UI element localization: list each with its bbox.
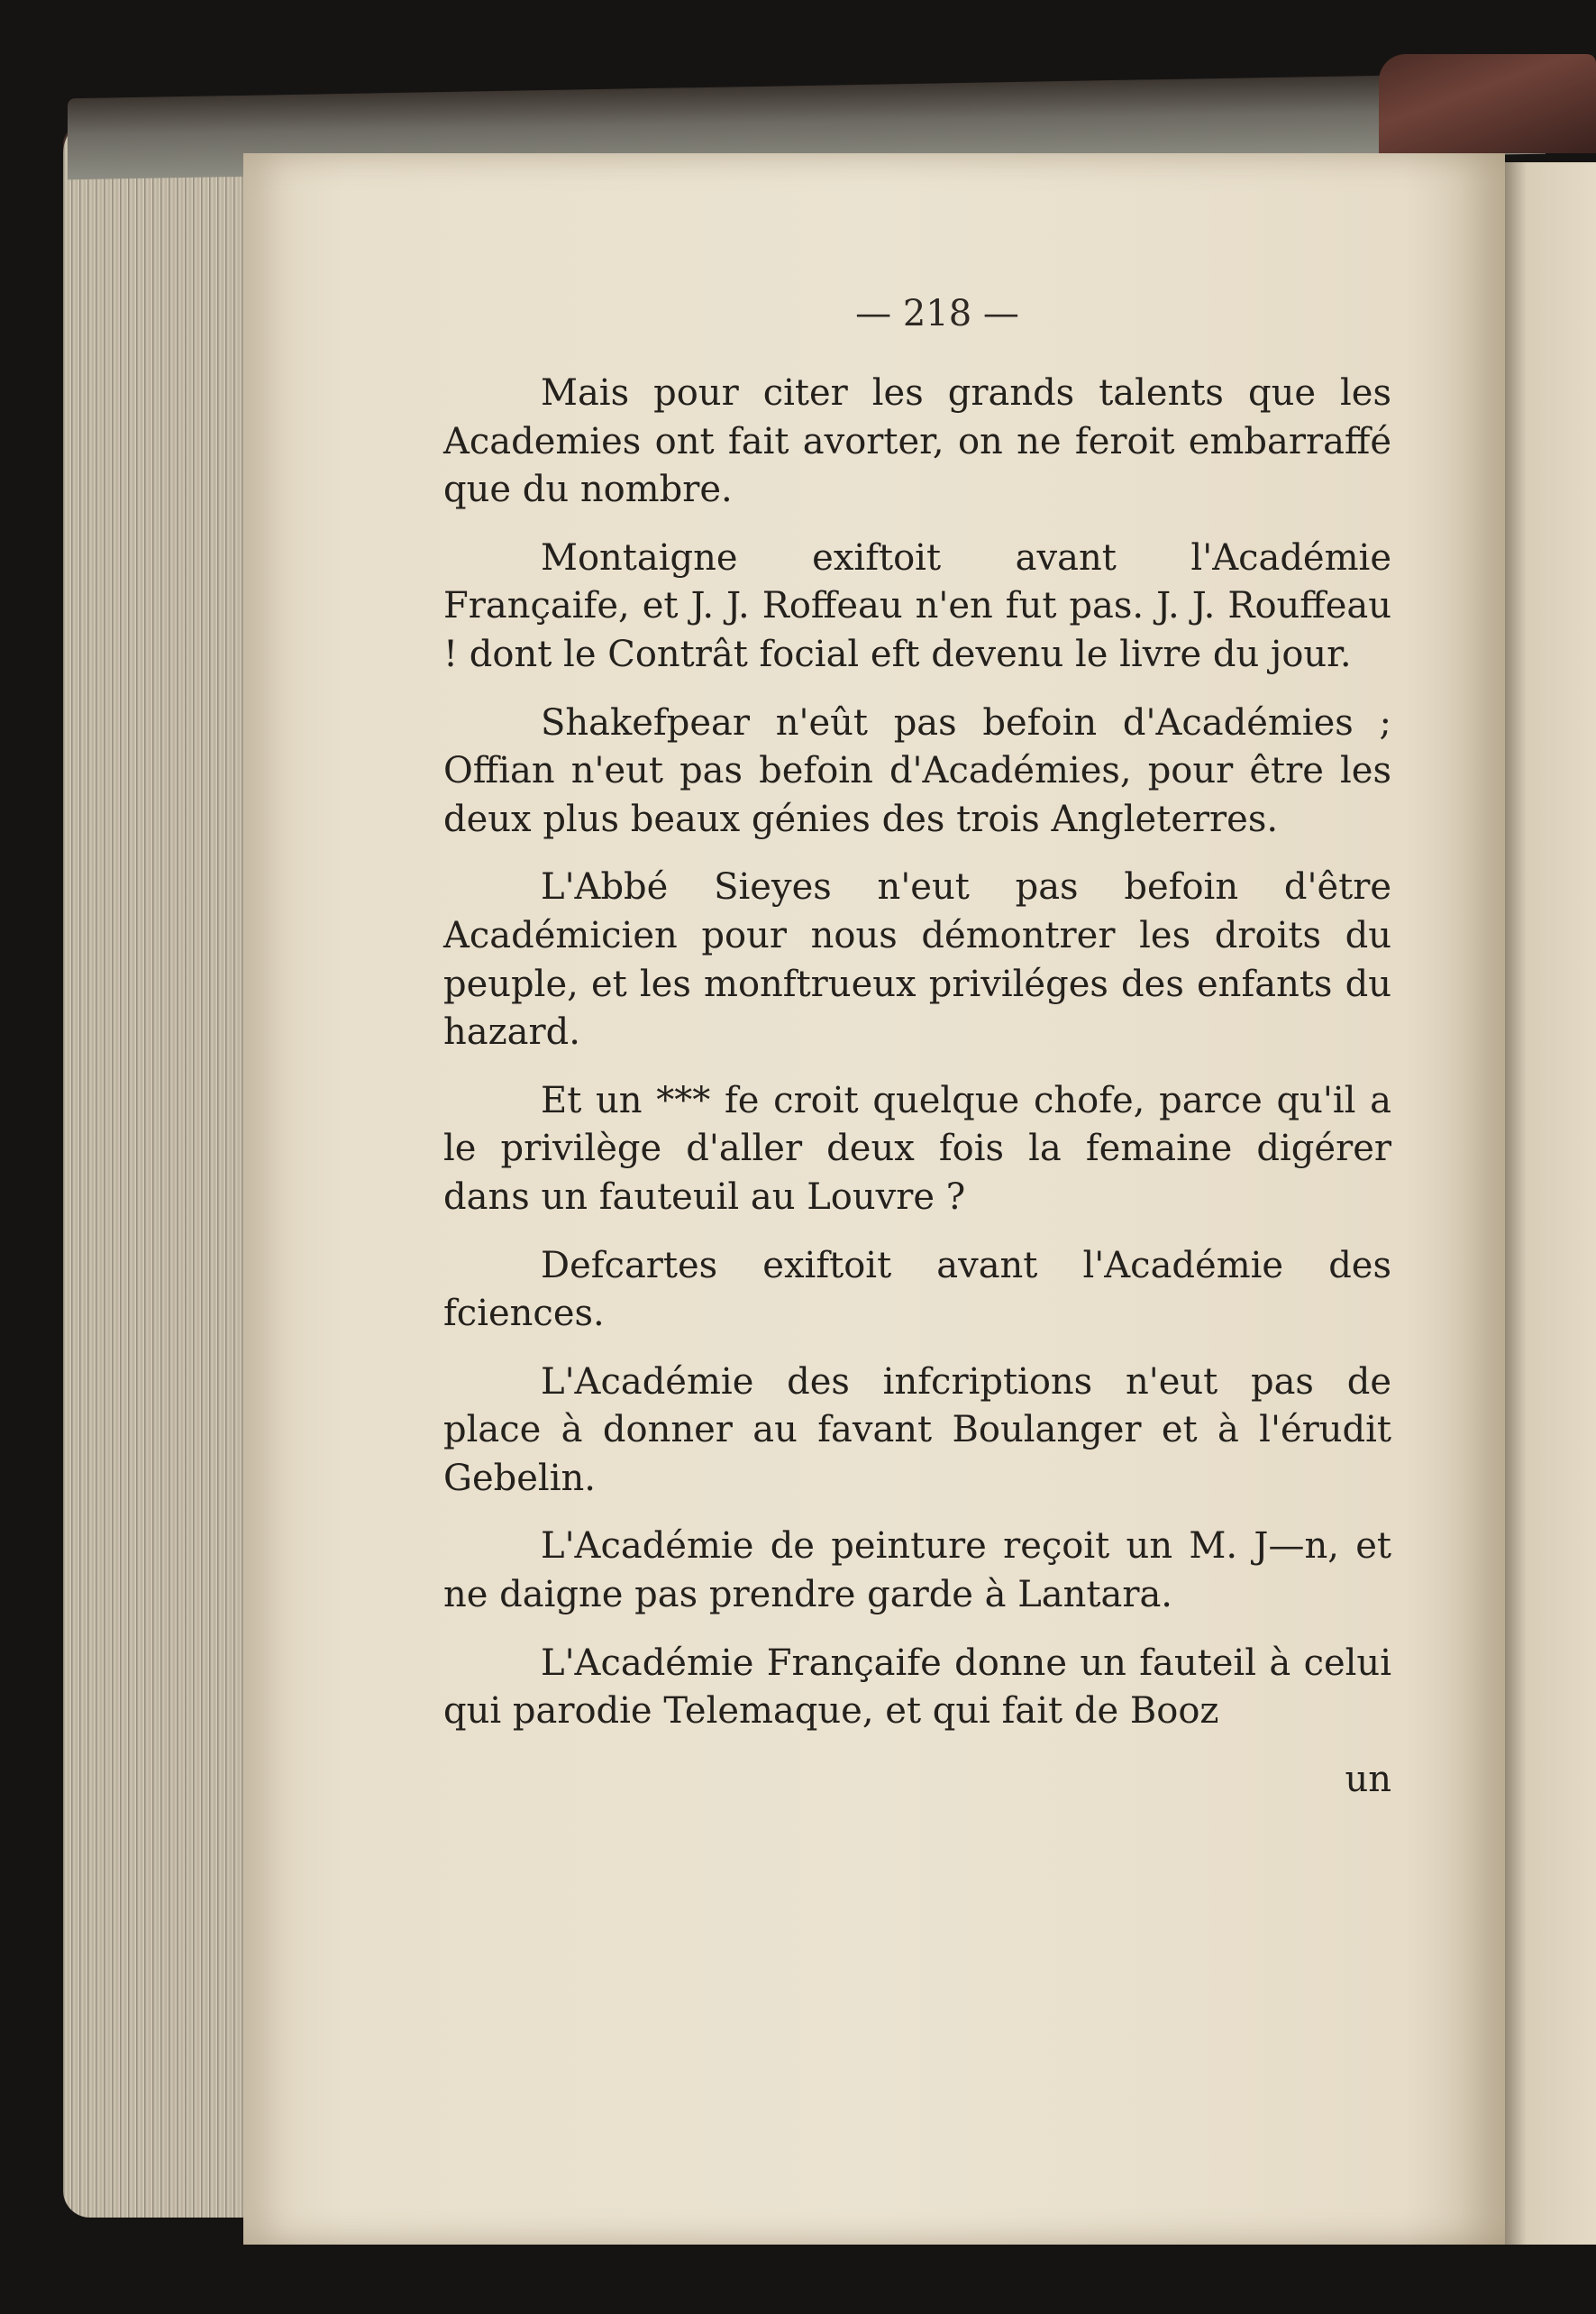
- facing-page-edge: [1503, 162, 1596, 2245]
- page-stack-edge: [63, 117, 243, 2218]
- paragraph: L'Académie Françaife donne un fauteil à celui qui parodie Telemaque, et qui fait de Booz: [443, 1642, 1391, 1733]
- paragraph: Et un *** fe croit quelque chofe, parce qu'il a le privilège d'aller deux fois la femaine digérer dans un fauteuil au Louvre ?: [443, 1079, 1391, 1218]
- paragraph: Shakefpear n'eût pas befoin d'Académies ; Offian n'eut pas befoin d'Académies, pour être les deux plus beaux génies des trois Angleterres.: [443, 701, 1391, 840]
- paragraph: L'Abbé Sieyes n'eut pas befoin d'être Académicien pour nous démontrer les droits du peuple, et les monftrueux priviléges des enfants du hazard.: [443, 866, 1391, 1054]
- page-text: [443, 370, 1391, 2046]
- paragraph: Mais pour citer les grands talents que les Academies ont fait avorter, on ne feroit embarraffé que du nombre.: [443, 372, 1391, 511]
- book-binding: [1379, 54, 1596, 153]
- paragraph: L'Académie des infcriptions n'eut pas de place à donner au favant Boulanger et à l'érudit Gebelin.: [443, 1360, 1391, 1499]
- paragraph: L'Académie de peinture reçoit un M. J—n, et ne daigne pas prendre garde à Lantara.: [443, 1525, 1391, 1616]
- catchword: un: [1345, 1758, 1391, 1800]
- paragraph: Defcartes exiftoit avant l'Académie des fciences.: [443, 1244, 1391, 1335]
- paragraph: Montaigne exiftoit avant l'Académie Françaife, et J. J. Roffeau n'en fut pas. J. J. Rouffeau ! dont le Contrât focial eft devenu le livre du jour.: [443, 536, 1391, 675]
- page-number: — 218 —: [855, 293, 1019, 334]
